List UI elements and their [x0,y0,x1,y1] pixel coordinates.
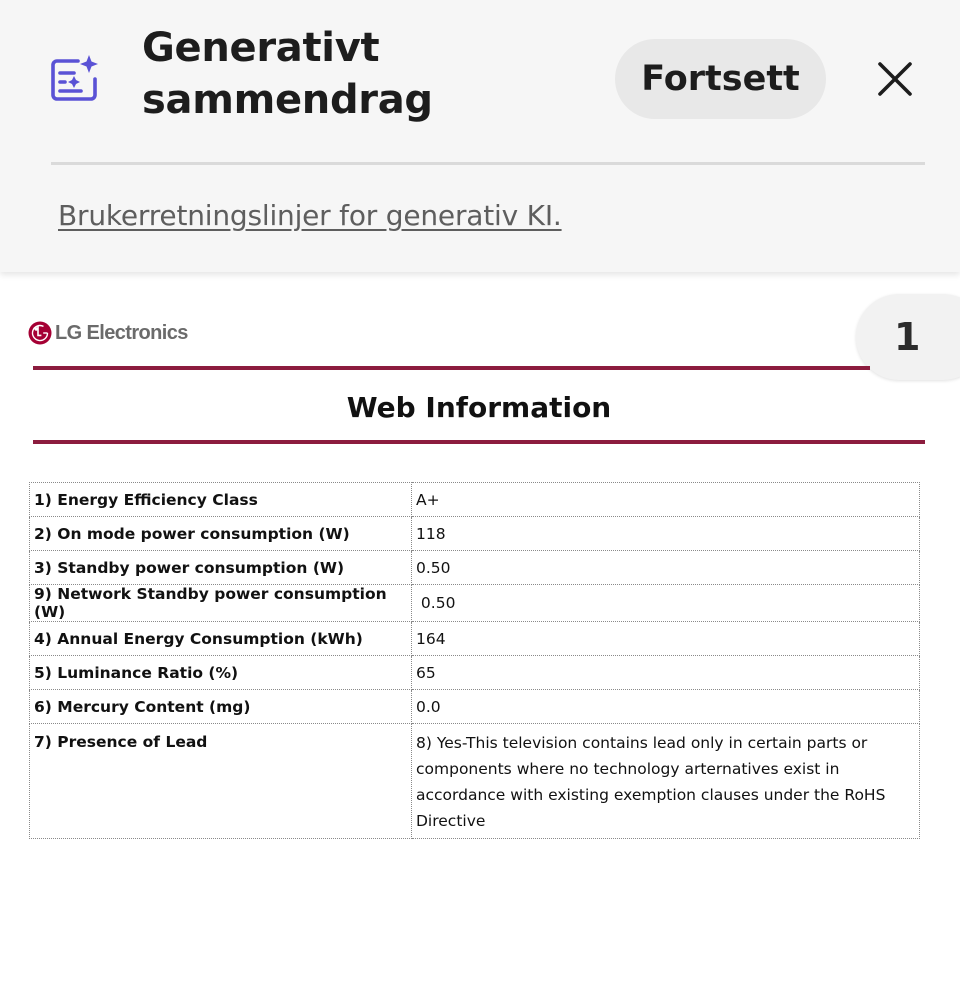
row-value: 65 [412,656,920,690]
row-label: 3) Standby power consumption (W) [30,551,412,585]
row-value: 118 [412,517,920,551]
row-value: 0.50 [412,551,920,585]
row-value: 8) Yes-This television contains lead only in certain parts or components where no technology arternatives exist in accordance with existing exemption clauses under the RoHS Directive [412,724,920,839]
guidelines-link[interactable]: Brukerretningslinjer for generativ KI. [58,199,562,232]
row-label: 2) On mode power consumption (W) [30,517,412,551]
table-row [30,483,920,517]
row-label: 5) Luminance Ratio (%) [30,656,412,690]
header-rule-bottom [33,440,925,444]
web-information-table [29,482,920,839]
table-row [30,622,920,656]
document-title: Web Information [346,391,612,424]
close-icon [872,56,918,102]
table-row [30,656,920,690]
document-page [0,272,960,1002]
generative-summary-panel [0,0,960,272]
row-label: 7) Presence of Lead [30,724,412,839]
close-button[interactable] [872,56,918,102]
row-value: 0.50 [412,585,920,622]
row-value: A+ [412,483,920,517]
row-value: 164 [412,622,920,656]
table-row [30,517,920,551]
lg-logo-text: LG Electronics [55,321,188,344]
header-rule-top [33,366,870,370]
lg-logo-icon [28,321,52,345]
row-label: 1) Energy Efficiency Class [30,483,412,517]
table-row [30,724,920,839]
table-row [30,585,920,622]
ai-summary-icon [48,52,102,106]
panel-divider [51,162,925,165]
table-row [30,690,920,724]
lg-logo [28,320,188,346]
continue-button[interactable]: Fortsett [615,39,826,119]
row-label: 9) Network Standby power consumption (W) [30,585,412,622]
page-number-badge [856,294,960,380]
row-label: 4) Annual Energy Consumption (kWh) [30,622,412,656]
table-row [30,551,920,585]
row-label: 6) Mercury Content (mg) [30,690,412,724]
page-number: 1 [894,315,921,359]
row-value: 0.0 [412,690,920,724]
panel-title: Generativt sammendrag [142,25,433,123]
